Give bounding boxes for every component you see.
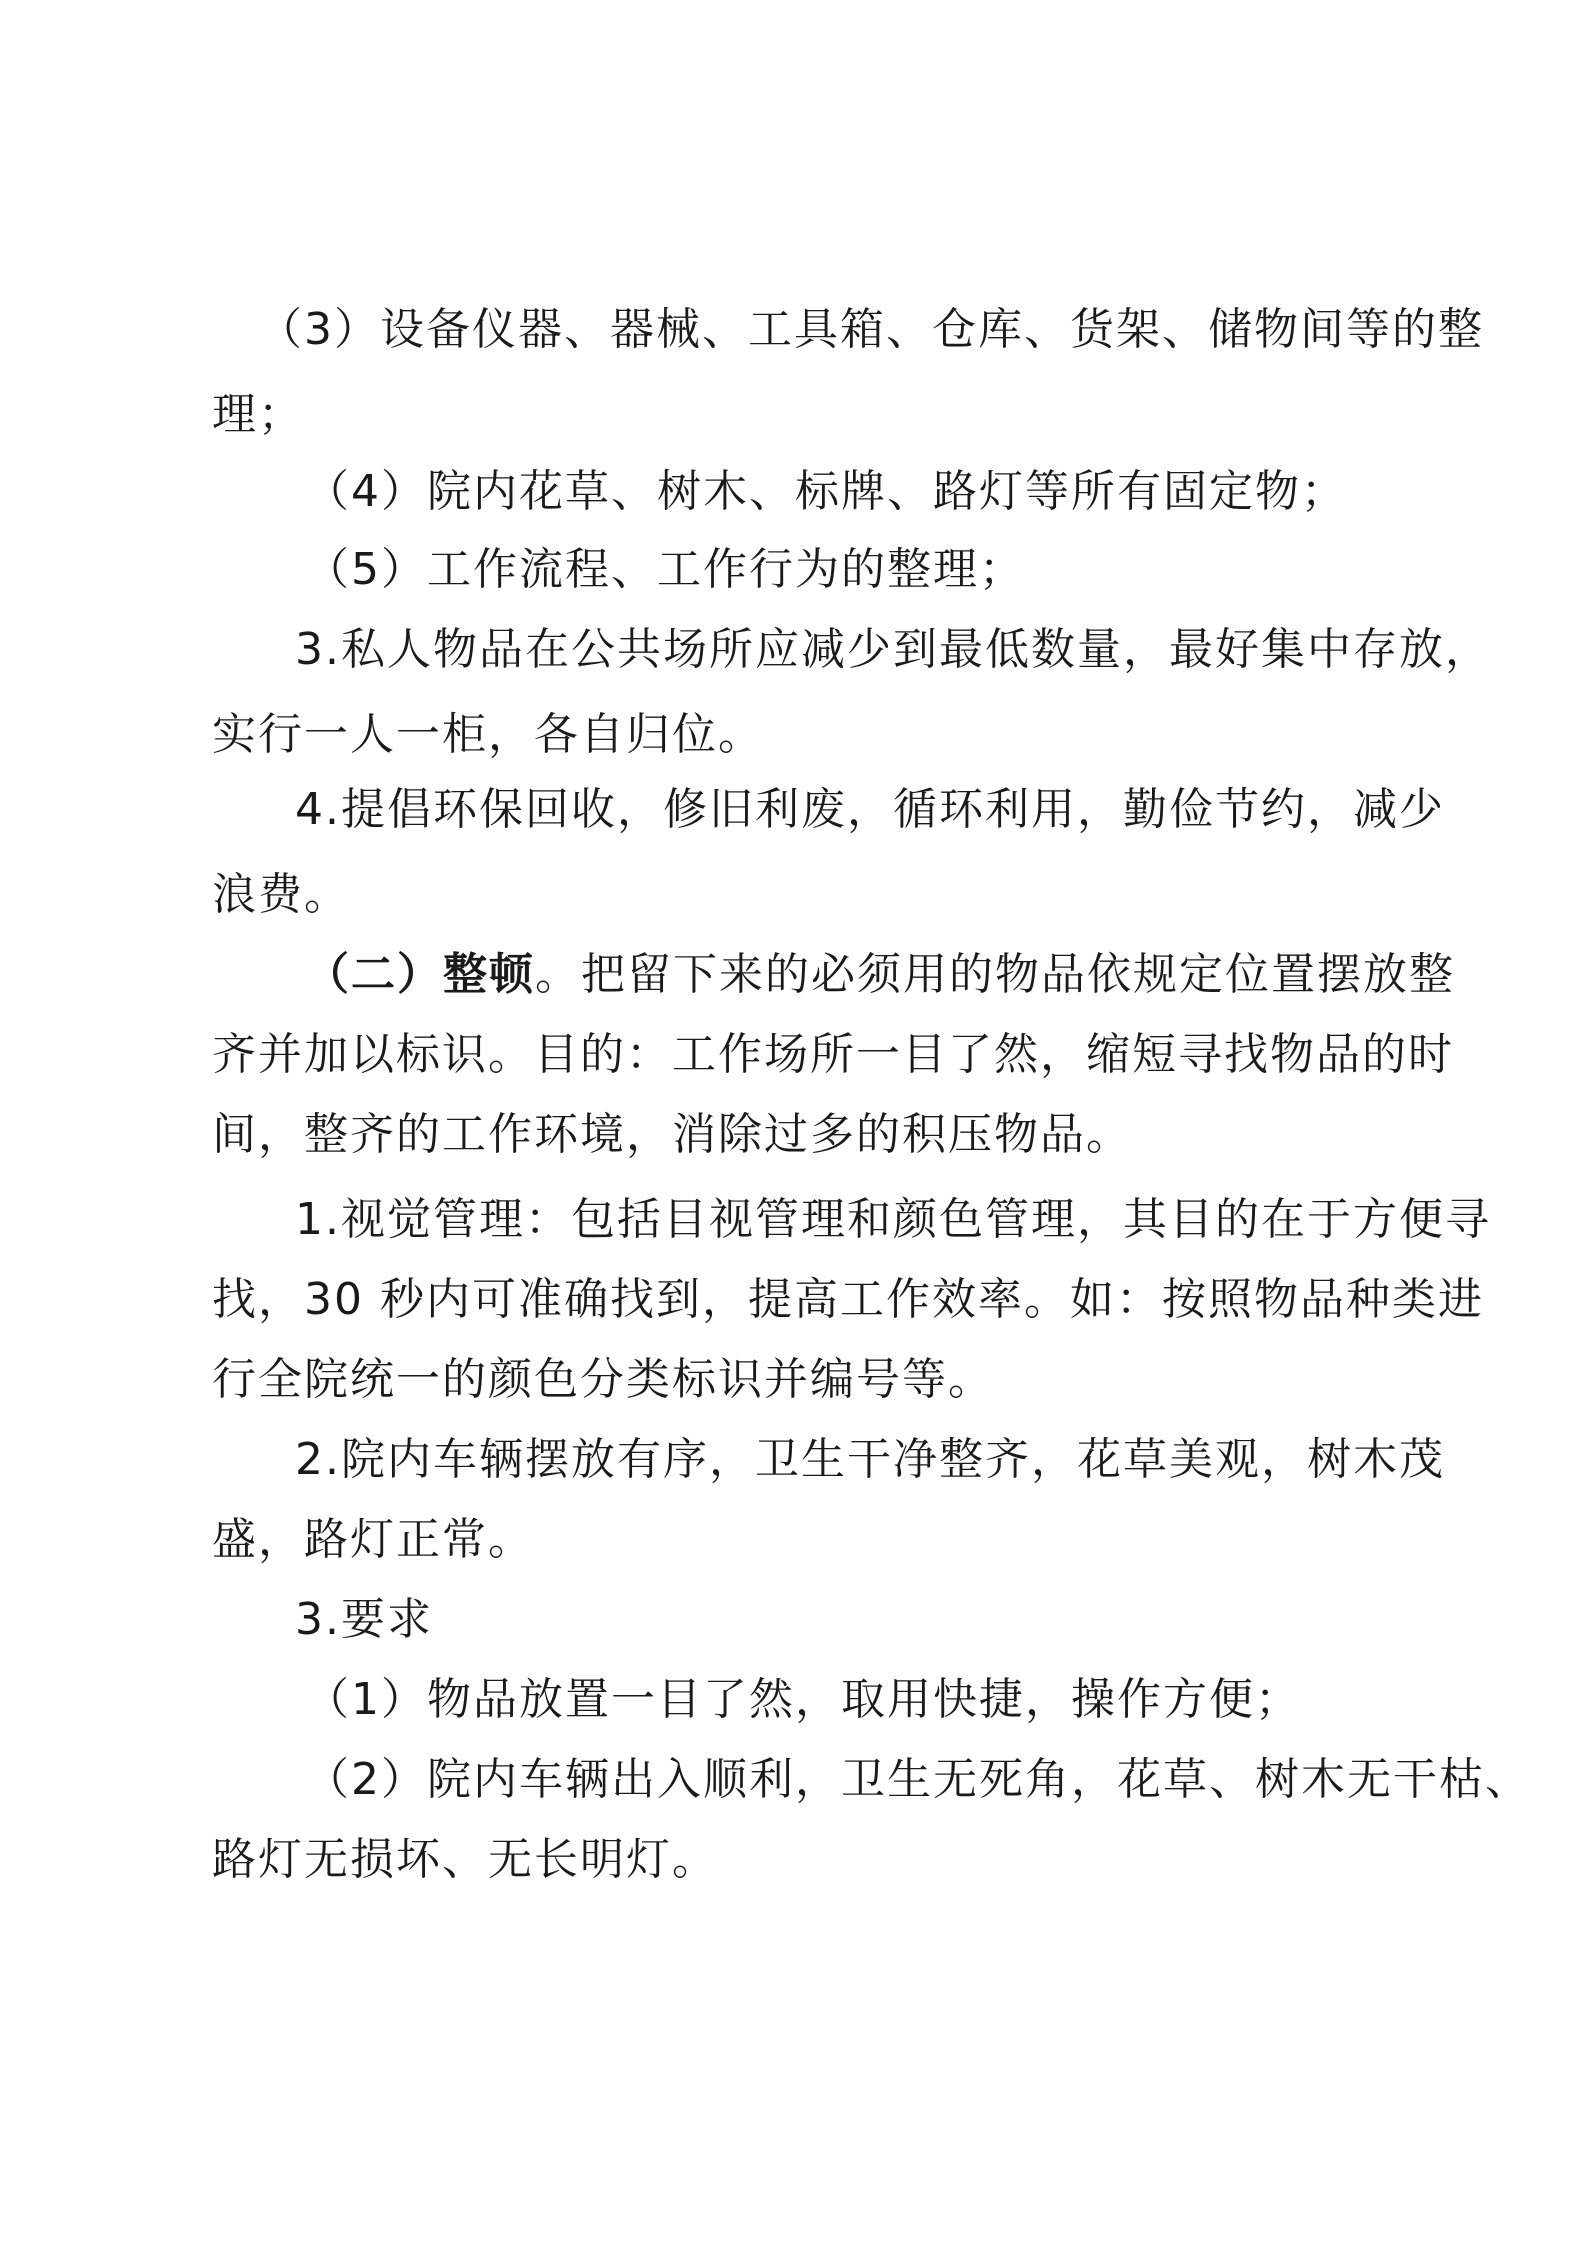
text-line-4: （5）工作流程、工作行为的整理； bbox=[305, 544, 1025, 595]
section-heading-line bbox=[305, 945, 1455, 1005]
text-line-7: 4.提倡环保回收，修旧利废，循环利用，勤俭节约，减少 bbox=[295, 784, 1445, 835]
text-line-14: 行全院统一的颜色分类标识并编号等。 bbox=[212, 1354, 994, 1405]
text-line-20: 路灯无损坏、无长明灯。 bbox=[212, 1834, 718, 1885]
section-heading-zhengdun: （二）整顿 bbox=[305, 949, 535, 1000]
text-line-3: （4）院内花草、树木、标牌、路灯等所有固定物； bbox=[305, 466, 1347, 517]
text-line-1: （3）设备仪器、器械、工具箱、仓库、货架、储物间等的整 bbox=[258, 304, 1484, 355]
text-line-11: 间，整齐的工作环境，消除过多的积压物品。 bbox=[212, 1109, 1132, 1160]
text-line-12: 1.视觉管理：包括目视管理和颜色管理，其目的在于方便寻 bbox=[295, 1194, 1491, 1245]
text-line-17: 3.要求 bbox=[295, 1594, 433, 1645]
text-line-18: （1）物品放置一目了然，取用快捷，操作方便； bbox=[305, 1674, 1301, 1725]
text-line-6: 实行一人一柜，各自归位。 bbox=[212, 709, 764, 760]
text-line-19: （2）院内车辆出入顺利，卫生无死角，花草、树木无干枯、 bbox=[305, 1754, 1531, 1805]
text-line-13: 找，30 秒内可准确找到，提高工作效率。如：按照物品种类进 bbox=[212, 1274, 1484, 1325]
text-line-2: 理； bbox=[212, 389, 304, 440]
text-line-8: 浪费。 bbox=[212, 869, 350, 920]
text-line-16: 盛，路灯正常。 bbox=[212, 1514, 534, 1565]
text-line-15: 2.院内车辆摆放有序，卫生干净整齐，花草美观，树木茂 bbox=[295, 1434, 1445, 1485]
text-line-5: 3.私人物品在公共场所应减少到最低数量，最好集中存放， bbox=[295, 624, 1491, 675]
text-line-10: 齐并加以标识。目的：工作场所一目了然，缩短寻找物品的时 bbox=[212, 1029, 1454, 1080]
section-heading-rest: 。把留下来的必须用的物品依规定位置摆放整 bbox=[535, 949, 1455, 1000]
